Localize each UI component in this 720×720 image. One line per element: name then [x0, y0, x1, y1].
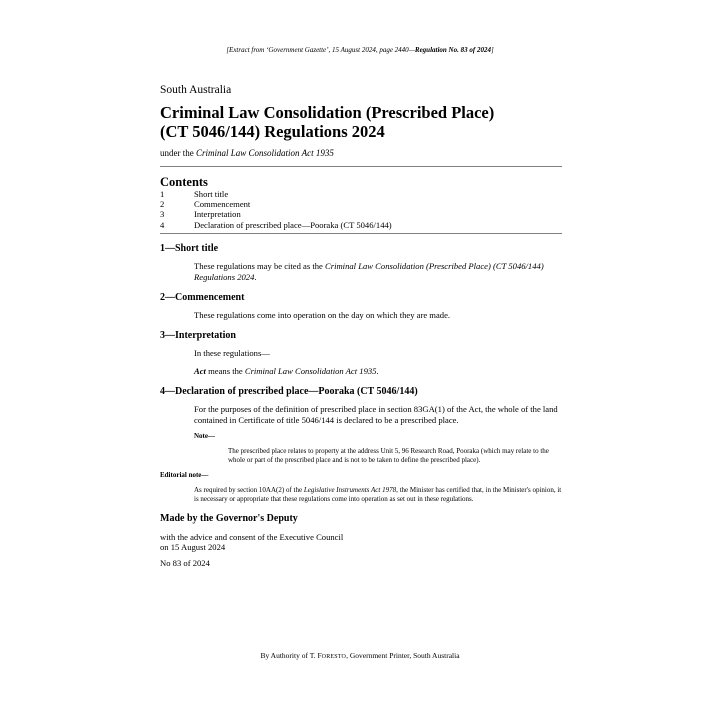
definition-suffix: .	[376, 365, 379, 376]
contents-list	[160, 189, 562, 230]
under-prefix: under the	[160, 148, 196, 158]
section-4-note-text: The prescribed place relates to property at the address Unit 5, 96 Research Road, Pooraka (which may relate to the whole or part of the prescribed place and is not to be taken to define the prescribed place).	[228, 446, 549, 465]
s1-text-prefix: These regulations may be cited as the	[194, 260, 326, 271]
divider-top	[160, 166, 562, 167]
section-4-heading: 4—Declaration of prescribed place—Pooraka (CT 5046/144)	[160, 385, 418, 397]
contents-item-label: Declaration of prescribed place—Pooraka (CT 5046/144)	[194, 219, 392, 230]
section-1-heading: 1—Short title	[160, 242, 219, 254]
jurisdiction: South Australia	[160, 84, 232, 96]
title-line-1: Criminal Law Consolidation (Prescribed Place)	[160, 103, 495, 122]
section-3-heading: 3—Interpretation	[160, 329, 236, 341]
made-by-heading: Made by the Governor's Deputy	[160, 512, 298, 524]
made-by-line-1: with the advice and consent of the Executive Council	[160, 531, 344, 542]
gazette-extract-header	[0, 46, 720, 54]
s1-regulation-name: Criminal Law Consolidation (Prescribed Place) (CT 5046/144) Regulations 2024	[194, 260, 544, 282]
enabling-act-line	[160, 148, 562, 159]
definition-act-name: Criminal Law Consolidation Act 1935	[244, 365, 377, 376]
editorial-note-label: Editorial note—	[160, 471, 209, 480]
enabling-act-name: Criminal Law Consolidation Act 1935	[196, 148, 334, 158]
made-by-line-2: on 15 August 2024	[160, 542, 226, 553]
contents-item-number: 3	[160, 209, 165, 220]
defined-term: Act	[194, 365, 206, 376]
contents-heading: Contents	[160, 175, 208, 189]
title-line-2: (CT 5046/144) Regulations 2024	[160, 122, 385, 141]
extract-prefix: [Extract from ‘Government Gazette’, 15 August 2024, page 2440—	[226, 46, 415, 54]
contents-item[interactable]	[160, 220, 562, 230]
editorial-suffix: , the Minister has certified that, in the Minister's opinion, it is necessary or appropriate that these regulations come into operation as set out in these regulations.	[194, 486, 562, 504]
contents-item[interactable]	[160, 189, 562, 199]
section-2-text: These regulations come into operation on the day on which they are made.	[194, 309, 451, 320]
footer-prefix: By Authority of T. F	[260, 651, 322, 660]
editorial-prefix: As required by section 10AA(2) of the	[194, 486, 304, 495]
section-4-note-label: Note—	[194, 431, 215, 440]
footer-printer-surname: ORESTO	[321, 654, 347, 660]
extract-suffix: ]	[490, 46, 494, 54]
definition-mid: means the	[205, 365, 245, 376]
s1-text-suffix: .	[254, 271, 257, 282]
regulation-content	[160, 84, 562, 568]
contents-item-label: Commencement	[194, 199, 251, 210]
section-1-text	[194, 261, 562, 283]
printer-footer	[0, 651, 720, 660]
contents-item[interactable]	[160, 199, 562, 209]
section-3-intro: In these regulations—	[194, 347, 270, 358]
regulation-title	[160, 103, 562, 141]
editorial-note-text	[194, 486, 562, 504]
section-4-text: For the purposes of the definition of prescribed place in section 83GA(1) of the Act, the whole of the land contained in Certificate of title 5046/144 is declared to be a prescribed place.	[194, 403, 558, 425]
contents-item-number: 4	[160, 219, 165, 230]
footer-suffix: , Government Printer, South Australia	[346, 651, 460, 660]
section-3-definition	[194, 366, 562, 377]
regulation-number: No 83 of 2024	[160, 557, 210, 568]
contents-item-number: 2	[160, 199, 165, 210]
regulation-reference: Regulation No. 83 of 2024	[414, 46, 491, 54]
editorial-act-name: Legislative Instruments Act 1978	[303, 486, 397, 495]
contents-item-number: 1	[160, 189, 165, 199]
contents-item-label: Short title	[194, 189, 229, 199]
contents-item[interactable]	[160, 209, 562, 219]
contents-item-label: Interpretation	[194, 209, 241, 220]
section-2-heading: 2—Commencement	[160, 291, 245, 303]
divider-contents	[160, 233, 562, 234]
